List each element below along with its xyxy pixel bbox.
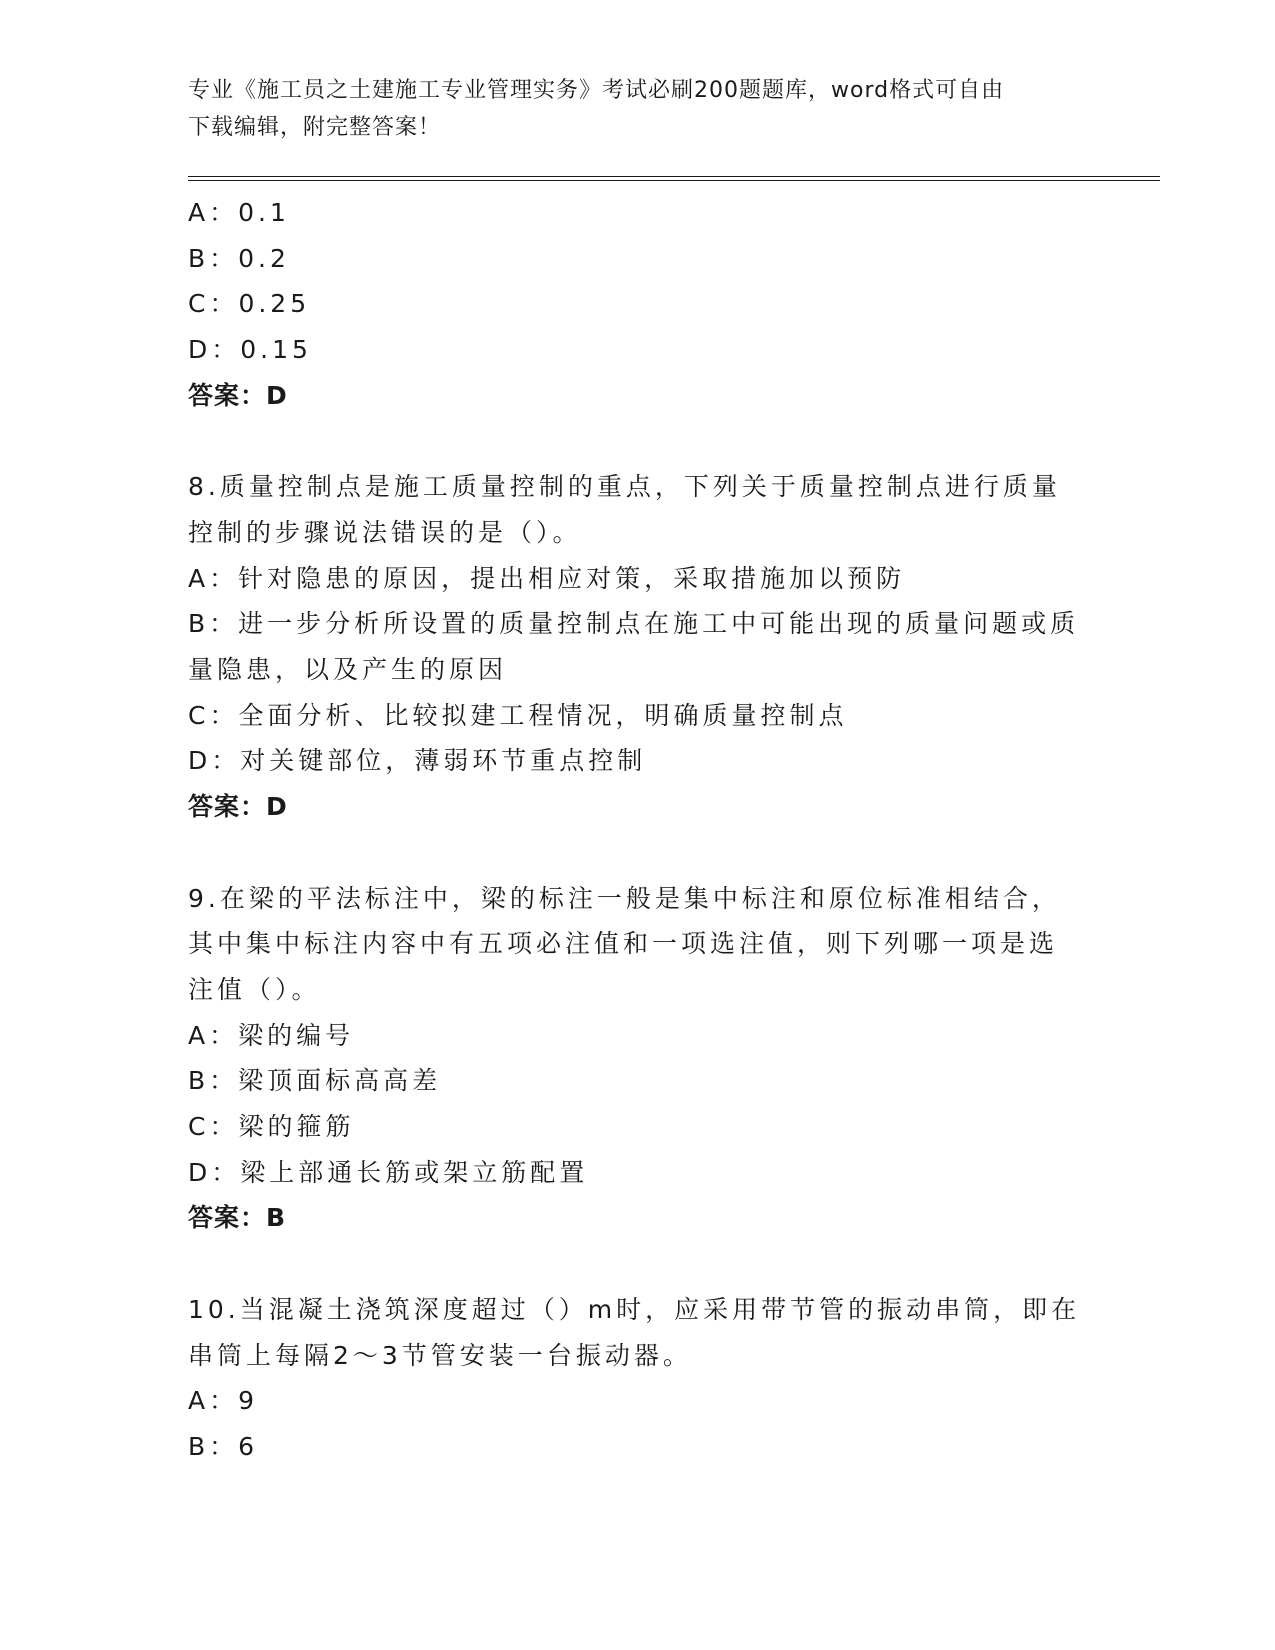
q10-option-b: B：6: [188, 1431, 259, 1461]
q9-stem-line-3: 注值（）。: [188, 974, 321, 1004]
q9-answer: 答案：B: [188, 1203, 287, 1233]
q8-option-c: C：全面分析、比较拟建工程情况，明确质量控制点: [188, 700, 848, 730]
header-line-1: 专业《施工员之土建施工专业管理实务》考试必刷200题题库，word格式可自由: [188, 78, 1005, 103]
question-8: [188, 464, 1088, 830]
q7-option-b: B：0.2: [188, 243, 290, 273]
q8-option-b-line-2: 量隐患，以及产生的原因: [188, 655, 508, 685]
question-9: [188, 876, 1088, 1242]
spacer: [188, 419, 1088, 465]
q10-stem-line-2: 串筒上每隔2～3节管安装一台振动器。: [188, 1340, 692, 1370]
q7-option-d: D：0.15: [188, 335, 312, 365]
q8-option-a: A：针对隐患的原因，提出相应对策，采取措施加以预防: [188, 563, 906, 593]
q7-answer: 答案：D: [188, 380, 288, 410]
question-7: [188, 190, 1088, 419]
q9-stem-line-1: 9.在梁的平法标注中，梁的标注一般是集中标注和原位标准相结合，: [188, 883, 1061, 913]
q9-option-d: D：梁上部通长筋或架立筋配置: [188, 1157, 589, 1187]
question-10: [188, 1287, 1088, 1470]
q7-option-a: A：0.1: [188, 198, 290, 227]
q10-option-a: A：9: [188, 1386, 259, 1416]
spacer: [188, 830, 1088, 876]
q9-option-b: B：梁顶面标高高差: [188, 1066, 442, 1096]
document-header: [188, 72, 1088, 146]
header-line-2: 下载编辑，附完整答案！: [188, 115, 442, 140]
header-divider: [188, 176, 1160, 181]
spacer: [188, 1241, 1088, 1287]
q9-option-a: A：梁的编号: [188, 1020, 355, 1050]
q9-option-c: C：梁的箍筋: [188, 1112, 355, 1142]
q8-option-d: D：对关键部位，薄弱环节重点控制: [188, 746, 647, 776]
q10-stem-line-1: 10.当混凝土浇筑深度超过（）m时，应采用带节管的振动串筒，即在: [188, 1294, 1081, 1324]
q8-stem-line-1: 8.质量控制点是施工质量控制的重点，下列关于质量控制点进行质量: [188, 472, 1061, 502]
q8-option-b-line-1: B：进一步分析所设置的质量控制点在施工中可能出现的质量问题或质: [188, 609, 1080, 639]
q8-answer: 答案：D: [188, 792, 288, 822]
document-body: [188, 190, 1088, 1470]
q9-stem-line-2: 其中集中标注内容中有五项必注值和一项选注值，则下列哪一项是选: [188, 929, 1059, 959]
q8-stem-line-2: 控制的步骤说法错误的是（）。: [188, 517, 582, 547]
q7-option-c: C：0.25: [188, 289, 311, 319]
